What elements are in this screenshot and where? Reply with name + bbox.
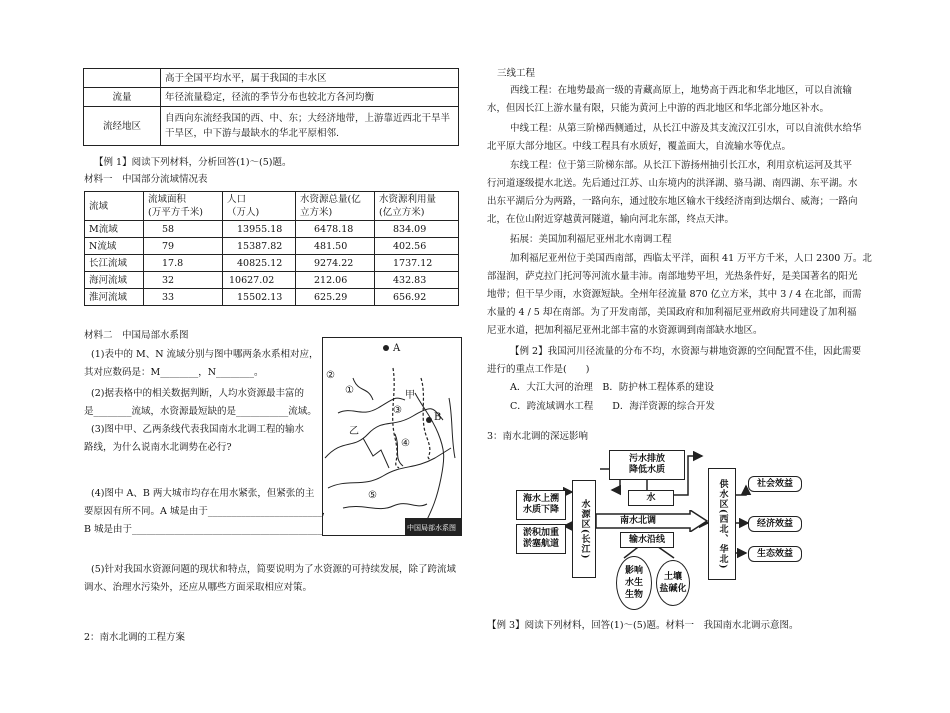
cell: 15502.13 <box>223 289 296 306</box>
paragraph: 进行的重点工作是( ) <box>487 364 590 375</box>
cell: 432.83 <box>375 272 459 289</box>
cell: 10627.02 <box>223 272 296 289</box>
paragraph: 水，但因长江上游水量有限，只能为黄河上中游的西北地区和华北部分地区补水。 <box>487 103 830 114</box>
table1-text: 高于全国平均水平，属于我国的丰水区 <box>161 69 459 88</box>
aquatic-ellipse: 影响 水生 生物 <box>616 556 652 610</box>
source-box: 水源区(长江) <box>572 480 596 578</box>
map-label-b: B <box>434 412 442 423</box>
question-line: (5)针对我国水资源问题的现状和特点，简要说明为了水资源的可持续发展，除了跨流域 <box>91 564 456 575</box>
paragraph: 【例 2】我国河川径流量的分布不均，水资源与耕地资源的空间配置不佳，因此需要 <box>510 346 862 357</box>
table2-header: 水资源利用量 (亿立方米) <box>375 192 459 221</box>
cell: M流域 <box>85 221 144 238</box>
river-basin-table <box>84 191 459 306</box>
paragraph: 加利福尼亚州位于美国西南部，西临太平洋，面积 41 万平方千米，人口 2300 万。北 <box>510 253 872 264</box>
table-row <box>85 221 459 238</box>
soil-ellipse: 土壤 盐碱化 <box>656 560 690 606</box>
table1-label <box>84 69 161 88</box>
map-label-1: ① <box>345 385 354 396</box>
material1-title: 材料一 中国部分流域情况表 <box>84 174 208 185</box>
question-line: (4)图中 A、B 两大城市均存在用水紧张，但紧张的主 <box>91 488 315 499</box>
question-line: 其对应数码是：M________，N________。 <box>84 367 264 378</box>
material2-title: 材料二 中国局部水系图 <box>84 330 189 341</box>
cell: 长江流域 <box>85 255 144 272</box>
map-label-2: ② <box>326 370 335 381</box>
cell: 40825.12 <box>223 255 296 272</box>
pollution-box: 污水排放 降低水质 <box>609 450 685 480</box>
sea-box: 海水上溯 水质下降 <box>516 490 566 520</box>
paragraph: 拓展：美国加利福尼亚州北水南调工程 <box>510 234 672 245</box>
question-line: (2)据表格中的相关数据判断，人均水资源最丰富的 <box>91 388 304 399</box>
cell: 33 <box>144 289 223 306</box>
section-title: 2：南水北调的工程方案 <box>84 632 186 643</box>
paragraph: 北，在位山附近穿越黄河隧道，输向河北东部，终点天津。 <box>487 214 735 225</box>
cell: 9274.22 <box>296 255 375 272</box>
paragraph: 水量的 4 / 5 却在南部。为了开发南部，美国政府和加利福尼亚州政府共同建设了加利福 <box>487 307 857 318</box>
table-row <box>85 289 459 306</box>
cell: 212.06 <box>296 272 375 289</box>
supply-box: 供水区(西北、华北) <box>708 468 736 580</box>
economic-benefit-box: 经济效益 <box>748 516 802 532</box>
question-line: (1)表中的 M、N 流域分别与图中哪两条水系相对应， <box>91 349 319 360</box>
ecological-benefit-box: 生态效益 <box>748 546 802 562</box>
table2-header: 流域 <box>85 192 144 221</box>
nsbd-label: 南水北调 <box>620 516 657 526</box>
table1-text: 年径流量稳定，径流的季节分布也较北方各河均衡 <box>161 88 459 107</box>
option-line: C．跨流域调水工程 D．海洋资源的综合开发 <box>510 401 715 412</box>
map-label-yi: 乙 <box>349 426 359 437</box>
cell: 淮河流域 <box>85 289 144 306</box>
option-line: A．大江大河的治理 B．防护林工程体系的建设 <box>510 382 714 393</box>
river-feature-table <box>83 68 459 146</box>
table-row <box>85 255 459 272</box>
table1-text: 自西向东流经我国的西、中、东；大经济地带，上游靠近西北干旱半干旱区，中下游与最缺水的华北平原相邻. <box>161 107 459 146</box>
paragraph: 行河道逐级提水北送。先后通过江苏、山东境内的洪泽湖、骆马湖、南四湖、东平湖。水 <box>487 178 858 189</box>
river-system-map <box>322 337 462 536</box>
table2-header: 水资源总量(亿 立方米) <box>296 192 375 221</box>
map-caption: 中国局部水系图 <box>407 524 456 532</box>
map-label-a: A <box>393 343 401 354</box>
table-row <box>85 238 459 255</box>
silt-box: 淤积加重 淤塞航道 <box>516 524 566 554</box>
paragraph: 中线工程：从第三阶梯西侧通过，从长江中游及其支流汉江引水，可以自流供水给华 <box>510 123 862 134</box>
nsbd-arrow <box>596 510 708 532</box>
water-box: 水 <box>628 490 674 506</box>
cell: 15387.82 <box>223 238 296 255</box>
cell: 656.92 <box>375 289 459 306</box>
impact-diagram <box>512 448 806 610</box>
question-line: 路线，为什么说南水北调势在必行? <box>84 442 232 453</box>
cell: 6478.18 <box>296 221 375 238</box>
cell: 834.09 <box>375 221 459 238</box>
map-label-jia: 甲 <box>405 390 415 401</box>
paragraph: 部湿润，萨克拉门托河等河流水量丰沛。南部地势平坦，光热条件好，是美国著名的阳光 <box>487 271 858 282</box>
cell: N流域 <box>85 238 144 255</box>
cell: 79 <box>144 238 223 255</box>
paragraph: 北平原大部分地区。中线工程具有水质好，覆盖面大，自流输水等优点。 <box>487 141 792 152</box>
cell: 32 <box>144 272 223 289</box>
table-row <box>85 272 459 289</box>
map-label-3: ③ <box>393 405 402 416</box>
question-line: 要原因有所不同。A 城是由于________________________， <box>84 506 332 517</box>
paragraph: 出东平湖后分为两路，一路向东，通过胶东地区输水干线经济南到达烟台、威海；一路向 <box>487 196 858 207</box>
cell: 58 <box>144 221 223 238</box>
map-drawing <box>323 338 461 535</box>
cell: 625.29 <box>296 289 375 306</box>
question-line: 调水、治理水污染外，还应从哪些方面采取相应对策。 <box>84 582 313 593</box>
table1-label: 流量 <box>84 88 161 107</box>
social-benefit-box: 社会效益 <box>748 476 802 492</box>
example3-title: 【例 3】阅读下列材料，回答(1)～(5)题。材料一 我国南水北调示意图。 <box>487 620 799 631</box>
paragraph: 东线工程：位于第三阶梯东部。从长江下游扬州抽引长江水，利用京杭运河及其平 <box>510 160 853 171</box>
paragraph: 尼亚水道，把加利福尼亚州北部丰富的水资源调到南部缺水地区。 <box>487 325 763 336</box>
question-line: B 城是由于________________________________________ <box>84 524 323 535</box>
table2-header: 流域面积 (万平方千米) <box>144 192 223 221</box>
cell: 13955.18 <box>223 221 296 238</box>
table2-header: 人口 （万人) <box>223 192 296 221</box>
question-line: (3)图中甲、乙两条线代表我国南水北调工程的输水 <box>91 424 304 435</box>
map-label-4: ④ <box>401 438 410 449</box>
cell: 402.56 <box>375 238 459 255</box>
paragraph: 地带；但干旱少雨，水资源短缺。全州年径流量 870 亿立方米，其中 3 / 4 在北部，而需 <box>487 289 862 300</box>
cell: 17.8 <box>144 255 223 272</box>
paragraph: 三线工程 <box>497 68 536 79</box>
cell: 海河流域 <box>85 272 144 289</box>
map-label-5: ⑤ <box>368 490 377 501</box>
along-line-box: 输水沿线 <box>620 532 674 548</box>
example1-title: 【例 1】阅读下列材料，分析回答(1)～(5)题。 <box>94 157 292 168</box>
table1-label: 流经地区 <box>84 107 161 146</box>
cell: 481.50 <box>296 238 375 255</box>
section-title: 3：南水北调的深远影响 <box>487 431 589 442</box>
paragraph: 西线工程：在地势最高一级的青藏高原上，地势高于西北和华北地区，可以自流输 <box>510 85 853 96</box>
question-line: 是________流域，水资源最短缺的是___________流域。 <box>84 406 317 417</box>
cell: 1737.12 <box>375 255 459 272</box>
